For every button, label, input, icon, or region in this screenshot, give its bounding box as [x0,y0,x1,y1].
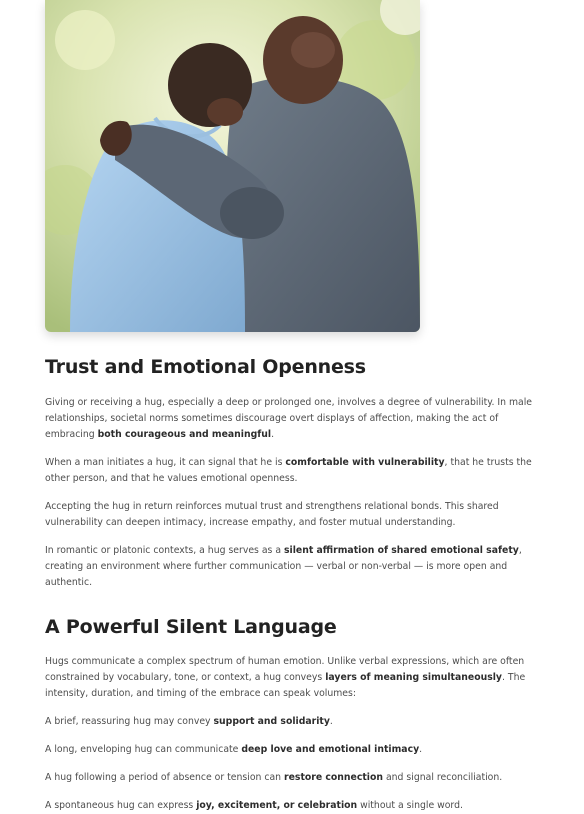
emphasis: silent affirmation of shared emotional safety [284,545,519,556]
emphasis: support and solidarity [213,716,330,727]
paragraph: When a man initiates a hug, it can signal that he is comfortable with vulnerability, that he trusts the other person, and that he values emotional openness. [45,457,532,484]
emphasis: restore connection [284,772,384,783]
paragraph: Giving or receiving a hug, especially a deep or prolonged one, involves a degree of vulnerability. In male relationships, societal norms sometimes discourage overt displays of affection, making the act of embracing both courageous and meaningful. [45,397,533,440]
emphasis: layers of meaning simultaneously [325,672,502,683]
paragraph: A spontaneous hug can express joy, excitement, or celebration without a single word. [45,800,463,811]
paragraph: A brief, reassuring hug may convey support and solidarity. [45,716,333,727]
section-silent-language [45,616,545,814]
emphasis: joy, excitement, or celebration [196,800,358,811]
section-heading: A Powerful Silent Language [45,616,337,638]
article-content [45,0,545,814]
emphasis: both courageous and meaningful [97,429,272,440]
paragraph: In romantic or platonic contexts, a hug serves as a silent affirmation of shared emotional safety, creating an environment where further communication — verbal or non-verbal — is more open and authentic. [45,545,522,588]
section-heading: Trust and Emotional Openness [45,356,366,378]
emphasis: deep love and emotional intimacy [241,744,420,755]
two-men-embracing-illustration [45,0,420,332]
paragraph: Accepting the hug in return reinforces mutual trust and strengthens relational bonds. This shared vulnerability can deepen intimacy, increase empathy, and foster mutual understanding. [45,501,499,528]
paragraph: A hug following a period of absence or tension can restore connection and signal reconciliation. [45,772,503,783]
article-photo [45,0,420,332]
emphasis: comfortable with vulnerability [285,457,445,468]
paragraph: Hugs communicate a complex spectrum of human emotion. Unlike verbal expressions, which are often constrained by vocabulary, tone, or context, a hug conveys layers of meaning simultaneously. The intensity, duration, and timing of the embrace can speak volumes: [45,656,526,699]
section-trust [45,356,545,591]
paragraph: A long, enveloping hug can communicate deep love and emotional intimacy. [45,744,423,755]
